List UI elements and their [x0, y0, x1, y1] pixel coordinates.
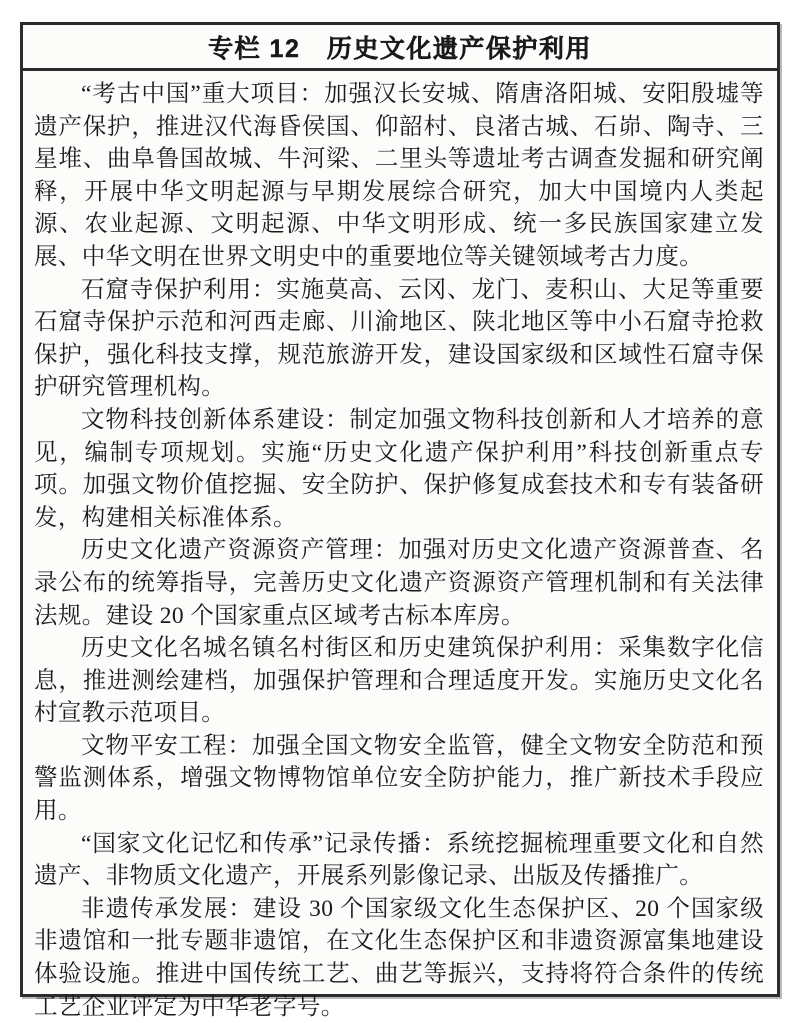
paragraph-intangible-heritage: 非遗传承发展：建设 30 个国家级文化生态保护区、20 个国家级非遗馆和一批专题非遗馆，在文化生态保护区和非遗资源富集地建设体验设施。推进中国传统工艺、曲艺等振兴，支持将符合条件的传统工艺企业评定为中华老字号。	[34, 895, 764, 1020]
panel-body	[23, 71, 777, 1023]
paragraph-archaeology-china: “考古中国”重大项目：加强汉长安城、隋唐洛阳城、安阳殷墟等遗产保护，推进汉代海昏侯国、仰韶村、良渚古城、石峁、陶寺、三星堆、曲阜鲁国故城、牛河梁、二里头等遗址考古调查发掘和研究阐释，开展中华文明起源与早期发展综合研究，加大中国境内人类起源、农业起源、文明起源、中华文明形成、统一多民族国家建立发展、中华文明在世界文明史中的重要地位等关键领域考古力度。	[34, 81, 764, 270]
paragraph-heritage-resource-management: 历史文化遗产资源资产管理：加强对历史文化遗产资源普查、名录公布的统筹指导，完善历史文化遗产资源资产管理机制和有关法律法规。建设 20 个国家重点区域考古标本库房。	[34, 537, 764, 629]
paragraph-heritage-safety-project: 文物平安工程：加强全国文物安全监管，健全文物安全防范和预警监测体系，增强文物博物馆单位安全防护能力，推广新技术手段应用。	[34, 732, 764, 825]
paragraph-grotto-temples: 石窟寺保护利用：实施莫高、云冈、龙门、麦积山、大足等重要石窟寺保护示范和河西走廊、川渝地区、陕北地区等中小石窟寺抢救保护，强化科技支撑，规范旅游开发，建设国家级和区域性石窟寺保护研究管理机构。	[34, 276, 764, 401]
column-panel	[20, 22, 780, 1020]
paragraph-historic-cities-towns: 历史文化名城名镇名村街区和历史建筑保护利用：采集数字化信息，推进测绘建档，加强保护管理和合理适度开发。实施历史文化名村宣教示范项目。	[34, 635, 764, 727]
paragraph-national-cultural-memory: “国家文化记忆和传承”记录传播：系统挖掘梳理重要文化和自然遗产、非物质文化遗产，开展系列影像记录、出版及传播推广。	[34, 830, 764, 890]
paragraph-heritage-tech-innovation: 文物科技创新体系建设：制定加强文物科技创新和人才培养的意见，编制专项规划。实施“历史文化遗产保护利用”科技创新重点专项。加强文物价值挖掘、安全防护、保护修复成套技术和专有装备研发，构建相关标准体系。	[34, 406, 764, 531]
panel-title: 专栏 12 历史文化遗产保护利用	[208, 34, 592, 63]
panel-title-bar	[23, 25, 777, 71]
